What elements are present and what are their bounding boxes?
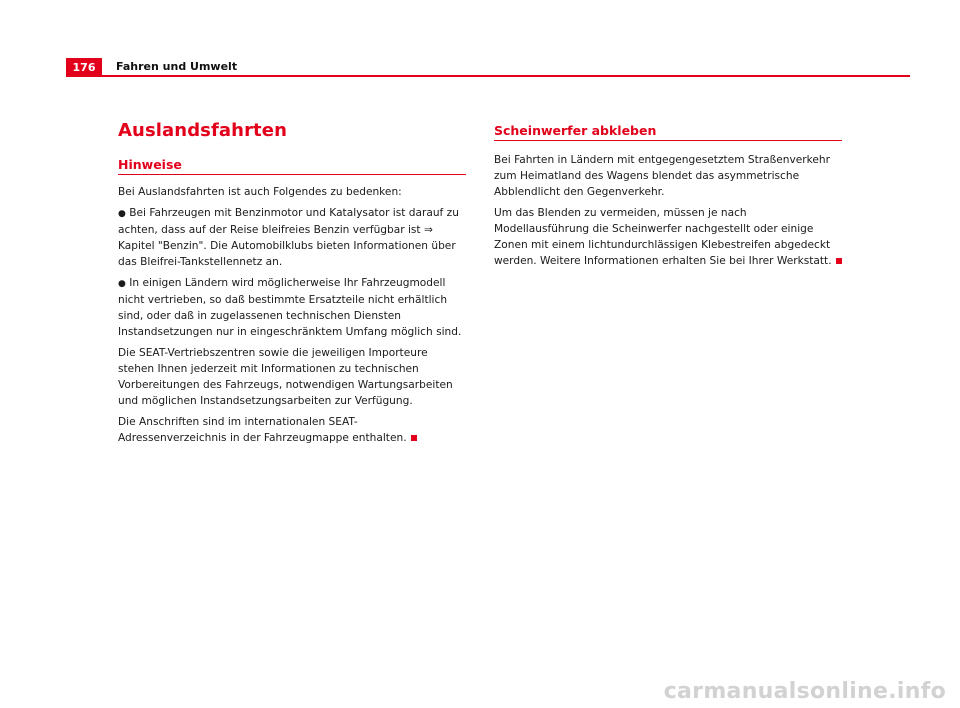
- right-column: [494, 120, 842, 274]
- end-of-section-icon: [411, 435, 417, 441]
- page-number: 176: [66, 58, 102, 76]
- section-heading-hinweise: Hinweise: [118, 157, 466, 175]
- body-paragraph-2-text: Die Anschriften sind im internationalen SEAT-Adressenverzeichnis in der Fahrzeugmappe enthalten.: [118, 416, 407, 444]
- running-title: Fahren und Umwelt: [116, 60, 238, 73]
- body-paragraph-2: [118, 414, 466, 446]
- section-heading-scheinwerfer: Scheinwerfer abkleben: [494, 123, 842, 141]
- bullet-icon: ●: [118, 209, 126, 219]
- bullet-item-1-text: Bei Fahrzeugen mit Benzinmotor und Katalysator ist darauf zu achten, dass auf der Reise bleifreies Benzin verfügbar ist ⇒ Kapitel "Benzin". Die Automobilklubs bieten Informationen über das Bleifrei-Tankstellennetz an.: [118, 207, 459, 268]
- body-paragraph-1: Die SEAT-Vertriebszentren sowie die jeweiligen Importeure stehen Ihnen jederzeit mit Informationen zu technischen Vorbereitungen des Fahrzeugs, notwendigen Wartungsarbeiten und möglichen Instandsetzungsarbeiten zur Verfügung.: [118, 347, 453, 407]
- page-title: Auslandsfahrten: [118, 120, 287, 141]
- right-paragraph-2-text: Um das Blenden zu vermeiden, müssen je nach Modellausführung die Scheinwerfer nachgestellt oder einige Zonen mit einem lichtundurchlässigen Klebestreifen abgedeckt werden. Weitere Informationen erhalten Sie bei Ihrer Werkstatt.: [494, 207, 832, 267]
- page-header: [52, 58, 910, 78]
- bullet-item-1: [118, 205, 466, 270]
- bullet-item-2: [118, 275, 466, 340]
- header-rule: [66, 75, 910, 77]
- end-of-section-icon: [836, 258, 842, 264]
- intro-paragraph: Bei Auslandsfahrten ist auch Folgendes zu bedenken:: [118, 186, 402, 198]
- left-column: [118, 120, 466, 451]
- right-paragraph-2: [494, 205, 842, 269]
- bullet-item-2-text: In einigen Ländern wird möglicherweise Ihr Fahrzeugmodell nicht vertrieben, so daß bestimmte Ersatzteile nicht erhältlich sind, oder daß in zugelassenen technischen Diensten Instandsetzungen nur in eingeschränktem Umfang möglich sind.: [118, 277, 462, 338]
- right-paragraph-1: Bei Fahrten in Ländern mit entgegengesetztem Straßenverkehr zum Heimatland des Wagens blendet das asymmetrische Abblendlicht den Gegenverkehr.: [494, 154, 830, 198]
- bullet-icon: ●: [118, 279, 126, 289]
- watermark: carmanualsonline.info: [663, 679, 946, 704]
